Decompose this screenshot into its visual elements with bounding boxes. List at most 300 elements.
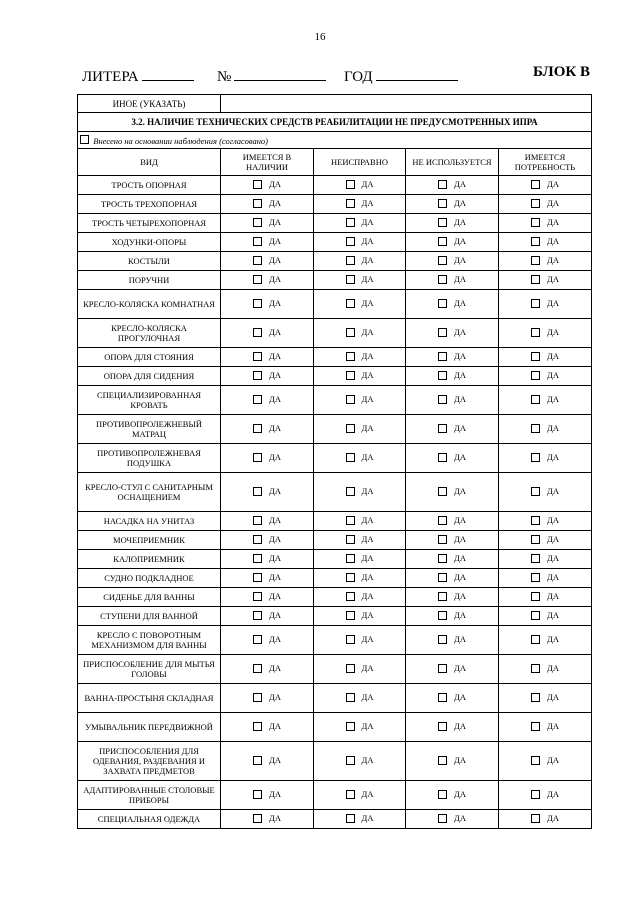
yes-checkbox-needed[interactable] (531, 423, 559, 433)
yes-checkbox-available[interactable] (253, 813, 281, 823)
cell-available (221, 607, 314, 626)
yes-checkbox-unused[interactable] (438, 663, 466, 673)
cell-unused (406, 607, 499, 626)
cell-available (221, 367, 314, 386)
yes-label: ДА (269, 217, 281, 228)
checkbox-box[interactable] (253, 299, 262, 308)
yes-label: ДА (454, 610, 466, 621)
row-label: ТРОСТЬ ТРЕХОПОРНАЯ (78, 195, 221, 214)
cell-unused (406, 367, 499, 386)
cell-unused (406, 531, 499, 550)
checkbox-box[interactable] (346, 814, 355, 823)
yes-checkbox-unused[interactable] (438, 789, 466, 799)
checkbox-box[interactable] (531, 395, 540, 404)
yes-checkbox-available[interactable] (253, 370, 281, 380)
checkbox-box[interactable] (253, 693, 262, 702)
checkbox-box[interactable] (253, 395, 262, 404)
yes-checkbox-needed[interactable] (531, 394, 559, 404)
yes-checkbox-unused[interactable] (438, 298, 466, 308)
number-input-line[interactable] (234, 67, 326, 81)
row-label: ПРИСПОСОБЛЕНИЕ ДЛЯ МЫТЬЯ ГОЛОВЫ (78, 655, 221, 684)
checkbox-box[interactable] (531, 237, 540, 246)
checkbox-box[interactable] (253, 453, 262, 462)
yes-checkbox-faulty[interactable] (346, 394, 374, 404)
checkbox-box[interactable] (438, 424, 447, 433)
cell-unused (406, 742, 499, 781)
checkbox-box[interactable] (346, 722, 355, 731)
checkbox-box[interactable] (438, 693, 447, 702)
yes-checkbox-needed[interactable] (531, 692, 559, 702)
yes-label: ДА (361, 591, 374, 602)
table-row (78, 195, 592, 214)
checkbox-box[interactable] (346, 554, 355, 563)
yes-checkbox-available[interactable] (253, 452, 281, 462)
checkbox-box[interactable] (438, 453, 447, 462)
checkbox-box[interactable] (438, 199, 447, 208)
checkbox-box[interactable] (253, 199, 262, 208)
yes-label: ДА (269, 692, 281, 703)
yes-checkbox-needed[interactable] (531, 217, 559, 227)
yes-checkbox-unused[interactable] (438, 394, 466, 404)
yes-label: ДА (454, 274, 466, 285)
yes-checkbox-needed[interactable] (531, 610, 559, 620)
checkbox-box[interactable] (438, 299, 447, 308)
cell-unused (406, 271, 499, 290)
yes-checkbox-needed[interactable] (531, 663, 559, 673)
checkbox-box[interactable] (253, 722, 262, 731)
checkbox-box[interactable] (438, 218, 447, 227)
checkbox-box[interactable] (346, 256, 355, 265)
yes-label: ДА (361, 634, 374, 645)
checkbox-box[interactable] (346, 535, 355, 544)
yes-label: ДА (454, 179, 466, 190)
yes-checkbox-faulty[interactable] (346, 634, 374, 644)
yes-checkbox-faulty[interactable] (346, 179, 374, 189)
checkbox-box[interactable] (438, 722, 447, 731)
cell-needed (499, 569, 592, 588)
checkbox-box[interactable] (531, 814, 540, 823)
checkbox-box[interactable] (531, 664, 540, 673)
checkbox-box[interactable] (438, 328, 447, 337)
checkbox-box[interactable] (346, 299, 355, 308)
checkbox-box[interactable] (438, 256, 447, 265)
yes-checkbox-faulty[interactable] (346, 610, 374, 620)
number-label: № (217, 69, 232, 85)
row-label: ПРОТИВОПРОЛЕЖНЕВЫЙ МАТРАЦ (78, 415, 221, 444)
cell-available (221, 252, 314, 271)
cell-faulty (314, 607, 406, 626)
yes-label: ДА (361, 452, 374, 463)
yes-checkbox-faulty[interactable] (346, 351, 374, 361)
yes-checkbox-unused[interactable] (438, 351, 466, 361)
yes-checkbox-needed[interactable] (531, 452, 559, 462)
cell-available (221, 290, 314, 319)
yes-checkbox-unused[interactable] (438, 198, 466, 208)
checkbox-box[interactable] (438, 573, 447, 582)
yes-checkbox-needed[interactable] (531, 274, 559, 284)
checkbox-box[interactable] (438, 554, 447, 563)
yes-checkbox-faulty[interactable] (346, 327, 374, 337)
checkbox-box[interactable] (531, 722, 540, 731)
checkbox-box[interactable] (253, 592, 262, 601)
yes-checkbox-available[interactable] (253, 217, 281, 227)
yes-checkbox-unused[interactable] (438, 370, 466, 380)
cell-faulty (314, 195, 406, 214)
cell-faulty (314, 588, 406, 607)
cell-needed (499, 444, 592, 473)
checkbox-box[interactable] (531, 516, 540, 525)
col-header-vid: ВИД (78, 149, 221, 176)
yes-checkbox-unused[interactable] (438, 813, 466, 823)
checkbox-box[interactable] (438, 535, 447, 544)
yes-checkbox-unused[interactable] (438, 327, 466, 337)
checkbox-box[interactable] (531, 453, 540, 462)
checkbox-box[interactable] (346, 453, 355, 462)
checkbox-box[interactable] (346, 180, 355, 189)
yes-label: ДА (269, 789, 281, 800)
yes-label: ДА (361, 610, 374, 621)
yes-checkbox-unused[interactable] (438, 274, 466, 284)
checkbox-box[interactable] (346, 275, 355, 284)
yes-checkbox-faulty[interactable] (346, 255, 374, 265)
yes-checkbox-faulty[interactable] (346, 663, 374, 673)
yes-checkbox-unused[interactable] (438, 236, 466, 246)
yes-label: ДА (361, 198, 374, 209)
yes-checkbox-unused[interactable] (438, 217, 466, 227)
rehab-means-table (77, 94, 592, 829)
checkbox-box[interactable] (531, 256, 540, 265)
checkbox-box[interactable] (346, 371, 355, 380)
yes-label: ДА (269, 198, 281, 209)
checkbox-box[interactable] (346, 218, 355, 227)
checkbox-box[interactable] (253, 424, 262, 433)
yes-label: ДА (269, 813, 281, 824)
checkbox-box[interactable] (346, 664, 355, 673)
yes-checkbox-unused[interactable] (438, 692, 466, 702)
yes-label: ДА (361, 351, 374, 362)
yes-label: ДА (454, 692, 466, 703)
checkbox-box[interactable] (253, 516, 262, 525)
yes-checkbox-needed[interactable] (531, 370, 559, 380)
yes-checkbox-faulty[interactable] (346, 755, 374, 765)
table-row (78, 742, 592, 781)
cell-faulty (314, 367, 406, 386)
yes-checkbox-available[interactable] (253, 486, 281, 496)
checkbox-box[interactable] (531, 352, 540, 361)
yes-checkbox-available[interactable] (253, 394, 281, 404)
cell-needed (499, 742, 592, 781)
yes-checkbox-unused[interactable] (438, 755, 466, 765)
yes-label: ДА (361, 515, 374, 526)
yes-checkbox-unused[interactable] (438, 515, 466, 525)
yes-checkbox-available[interactable] (253, 327, 281, 337)
checkbox-box[interactable] (531, 573, 540, 582)
checkbox-box[interactable] (438, 180, 447, 189)
checkbox-box[interactable] (253, 664, 262, 673)
checkbox-box[interactable] (531, 328, 540, 337)
cell-faulty (314, 252, 406, 271)
yes-checkbox-needed[interactable] (531, 634, 559, 644)
yes-checkbox-faulty[interactable] (346, 370, 374, 380)
year-input-line[interactable] (376, 67, 458, 81)
row-label: АДАПТИРОВАННЫЕ СТОЛОВЫЕ ПРИБОРЫ (78, 781, 221, 810)
yes-checkbox-available[interactable] (253, 423, 281, 433)
checkbox-box[interactable] (346, 693, 355, 702)
checkbox-box[interactable] (346, 237, 355, 246)
yes-checkbox-faulty[interactable] (346, 198, 374, 208)
yes-checkbox-unused[interactable] (438, 553, 466, 563)
yes-checkbox-available[interactable] (253, 572, 281, 582)
checkbox-box[interactable] (531, 635, 540, 644)
cell-unused (406, 655, 499, 684)
yes-label: ДА (547, 236, 559, 247)
yes-checkbox-available[interactable] (253, 663, 281, 673)
checkbox-box[interactable] (531, 592, 540, 601)
yes-checkbox-unused[interactable] (438, 591, 466, 601)
checkbox-box[interactable] (346, 328, 355, 337)
yes-checkbox-unused[interactable] (438, 534, 466, 544)
cell-unused (406, 550, 499, 569)
yes-checkbox-available[interactable] (253, 255, 281, 265)
checkbox-box[interactable] (438, 352, 447, 361)
yes-checkbox-available[interactable] (253, 351, 281, 361)
checkbox-box[interactable] (438, 237, 447, 246)
yes-checkbox-needed[interactable] (531, 813, 559, 823)
cell-unused (406, 176, 499, 195)
table-row (78, 684, 592, 713)
yes-label: ДА (547, 721, 559, 732)
yes-checkbox-needed[interactable] (531, 553, 559, 563)
yes-checkbox-faulty[interactable] (346, 298, 374, 308)
yes-checkbox-needed[interactable] (531, 236, 559, 246)
yes-checkbox-needed[interactable] (531, 198, 559, 208)
yes-checkbox-needed[interactable] (531, 789, 559, 799)
checkbox-box[interactable] (531, 218, 540, 227)
checkbox-box[interactable] (253, 611, 262, 620)
checkbox-box[interactable] (253, 218, 262, 227)
checkbox-box[interactable] (438, 664, 447, 673)
checkbox-box[interactable] (346, 756, 355, 765)
checkbox-box[interactable] (346, 424, 355, 433)
checkbox-box[interactable] (253, 814, 262, 823)
checkbox-box[interactable] (438, 395, 447, 404)
yes-checkbox-available[interactable] (253, 179, 281, 189)
checkbox-box[interactable] (438, 756, 447, 765)
table-row (78, 512, 592, 531)
checkbox-box[interactable] (438, 371, 447, 380)
checkbox-box[interactable] (438, 487, 447, 496)
yes-label: ДА (269, 572, 281, 583)
yes-checkbox-available[interactable] (253, 789, 281, 799)
checkbox-box[interactable] (253, 790, 262, 799)
litera-input-line[interactable] (142, 67, 194, 81)
checkbox-box[interactable] (253, 756, 262, 765)
checkbox-box[interactable] (531, 371, 540, 380)
yes-checkbox-available[interactable] (253, 553, 281, 563)
yes-checkbox-unused[interactable] (438, 721, 466, 731)
checkbox-box[interactable] (253, 180, 262, 189)
yes-label: ДА (454, 755, 466, 766)
checkbox-box[interactable] (346, 487, 355, 496)
yes-checkbox-needed[interactable] (531, 572, 559, 582)
checkbox-box[interactable] (253, 554, 262, 563)
checkbox-box[interactable] (438, 635, 447, 644)
checkbox-box[interactable] (253, 275, 262, 284)
cell-available (221, 781, 314, 810)
yes-checkbox-needed[interactable] (531, 486, 559, 496)
yes-checkbox-faulty[interactable] (346, 515, 374, 525)
checkbox-box[interactable] (253, 573, 262, 582)
checkbox-box[interactable] (346, 199, 355, 208)
checkbox-box[interactable] (531, 535, 540, 544)
checkbox-box[interactable] (346, 573, 355, 582)
column-header-row (78, 149, 592, 176)
yes-checkbox-available[interactable] (253, 198, 281, 208)
cell-unused (406, 195, 499, 214)
yes-checkbox-available[interactable] (253, 692, 281, 702)
yes-label: ДА (454, 486, 466, 497)
yes-checkbox-unused[interactable] (438, 452, 466, 462)
yes-checkbox-available[interactable] (253, 274, 281, 284)
yes-checkbox-unused[interactable] (438, 423, 466, 433)
yes-label: ДА (269, 634, 281, 645)
yes-checkbox-unused[interactable] (438, 255, 466, 265)
checkbox-box[interactable] (253, 487, 262, 496)
yes-checkbox-needed[interactable] (531, 351, 559, 361)
yes-checkbox-available[interactable] (253, 591, 281, 601)
yes-checkbox-faulty[interactable] (346, 452, 374, 462)
checkbox-box[interactable] (531, 611, 540, 620)
yes-checkbox-faulty[interactable] (346, 721, 374, 731)
yes-checkbox-needed[interactable] (531, 515, 559, 525)
cell-faulty (314, 444, 406, 473)
yes-checkbox-needed[interactable] (531, 255, 559, 265)
note-checkbox[interactable] (80, 135, 89, 144)
other-input[interactable] (221, 95, 592, 113)
cell-needed (499, 319, 592, 348)
yes-label: ДА (269, 255, 281, 266)
table-row (78, 713, 592, 742)
yes-checkbox-available[interactable] (253, 534, 281, 544)
checkbox-box[interactable] (438, 592, 447, 601)
checkbox-box[interactable] (438, 275, 447, 284)
checkbox-box[interactable] (531, 180, 540, 189)
yes-checkbox-unused[interactable] (438, 179, 466, 189)
checkbox-box[interactable] (531, 275, 540, 284)
checkbox-box[interactable] (531, 299, 540, 308)
checkbox-box[interactable] (438, 790, 447, 799)
checkbox-box[interactable] (531, 199, 540, 208)
yes-checkbox-faulty[interactable] (346, 789, 374, 799)
yes-label: ДА (547, 534, 559, 545)
yes-checkbox-needed[interactable] (531, 298, 559, 308)
yes-checkbox-faulty[interactable] (346, 236, 374, 246)
year-field[interactable] (344, 67, 458, 86)
yes-checkbox-faulty[interactable] (346, 572, 374, 582)
checkbox-box[interactable] (531, 790, 540, 799)
checkbox-box[interactable] (346, 516, 355, 525)
checkbox-box[interactable] (253, 256, 262, 265)
yes-checkbox-faulty[interactable] (346, 423, 374, 433)
checkbox-box[interactable] (253, 237, 262, 246)
yes-checkbox-unused[interactable] (438, 610, 466, 620)
yes-label: ДА (454, 351, 466, 362)
litera-label: ЛИТЕРА (82, 69, 139, 85)
checkbox-box[interactable] (346, 352, 355, 361)
checkbox-box[interactable] (438, 516, 447, 525)
note-text: Внесено на основании наблюдения (согласовано) (93, 135, 268, 146)
yes-checkbox-faulty[interactable] (346, 692, 374, 702)
checkbox-box[interactable] (346, 611, 355, 620)
cell-faulty (314, 271, 406, 290)
checkbox-box[interactable] (253, 371, 262, 380)
checkbox-box[interactable] (253, 535, 262, 544)
yes-checkbox-faulty[interactable] (346, 486, 374, 496)
checkbox-box[interactable] (531, 424, 540, 433)
yes-checkbox-available[interactable] (253, 236, 281, 246)
litera-field[interactable] (82, 67, 194, 86)
checkbox-box[interactable] (253, 328, 262, 337)
yes-checkbox-needed[interactable] (531, 755, 559, 765)
yes-checkbox-unused[interactable] (438, 572, 466, 582)
cell-unused (406, 319, 499, 348)
number-field[interactable] (217, 67, 326, 86)
yes-checkbox-available[interactable] (253, 515, 281, 525)
yes-checkbox-faulty[interactable] (346, 534, 374, 544)
row-label: КРЕСЛО-КОЛЯСКА КОМНАТНАЯ (78, 290, 221, 319)
checkbox-box[interactable] (346, 592, 355, 601)
row-label: ОПОРА ДЛЯ СТОЯНИЯ (78, 348, 221, 367)
yes-checkbox-unused[interactable] (438, 634, 466, 644)
table-row (78, 214, 592, 233)
yes-checkbox-faulty[interactable] (346, 274, 374, 284)
yes-checkbox-faulty[interactable] (346, 553, 374, 563)
yes-label: ДА (454, 789, 466, 800)
yes-label: ДА (454, 634, 466, 645)
yes-checkbox-needed[interactable] (531, 534, 559, 544)
yes-label: ДА (361, 534, 374, 545)
checkbox-box[interactable] (531, 487, 540, 496)
checkbox-box[interactable] (438, 611, 447, 620)
checkbox-box[interactable] (438, 814, 447, 823)
yes-checkbox-faulty[interactable] (346, 217, 374, 227)
yes-checkbox-needed[interactable] (531, 721, 559, 731)
yes-checkbox-needed[interactable] (531, 179, 559, 189)
checkbox-box[interactable] (531, 756, 540, 765)
yes-checkbox-available[interactable] (253, 298, 281, 308)
yes-checkbox-needed[interactable] (531, 591, 559, 601)
yes-label: ДА (269, 755, 281, 766)
yes-checkbox-faulty[interactable] (346, 591, 374, 601)
yes-label: ДА (454, 327, 466, 338)
yes-checkbox-faulty[interactable] (346, 813, 374, 823)
checkbox-box[interactable] (346, 395, 355, 404)
cell-available (221, 569, 314, 588)
yes-checkbox-available[interactable] (253, 610, 281, 620)
yes-checkbox-available[interactable] (253, 721, 281, 731)
yes-label: ДА (269, 663, 281, 674)
checkbox-box[interactable] (253, 635, 262, 644)
checkbox-box[interactable] (346, 635, 355, 644)
checkbox-box[interactable] (253, 352, 262, 361)
checkbox-box[interactable] (531, 693, 540, 702)
checkbox-box[interactable] (346, 790, 355, 799)
yes-checkbox-available[interactable] (253, 755, 281, 765)
yes-checkbox-unused[interactable] (438, 486, 466, 496)
checkbox-box[interactable] (531, 554, 540, 563)
yes-checkbox-available[interactable] (253, 634, 281, 644)
yes-checkbox-needed[interactable] (531, 327, 559, 337)
